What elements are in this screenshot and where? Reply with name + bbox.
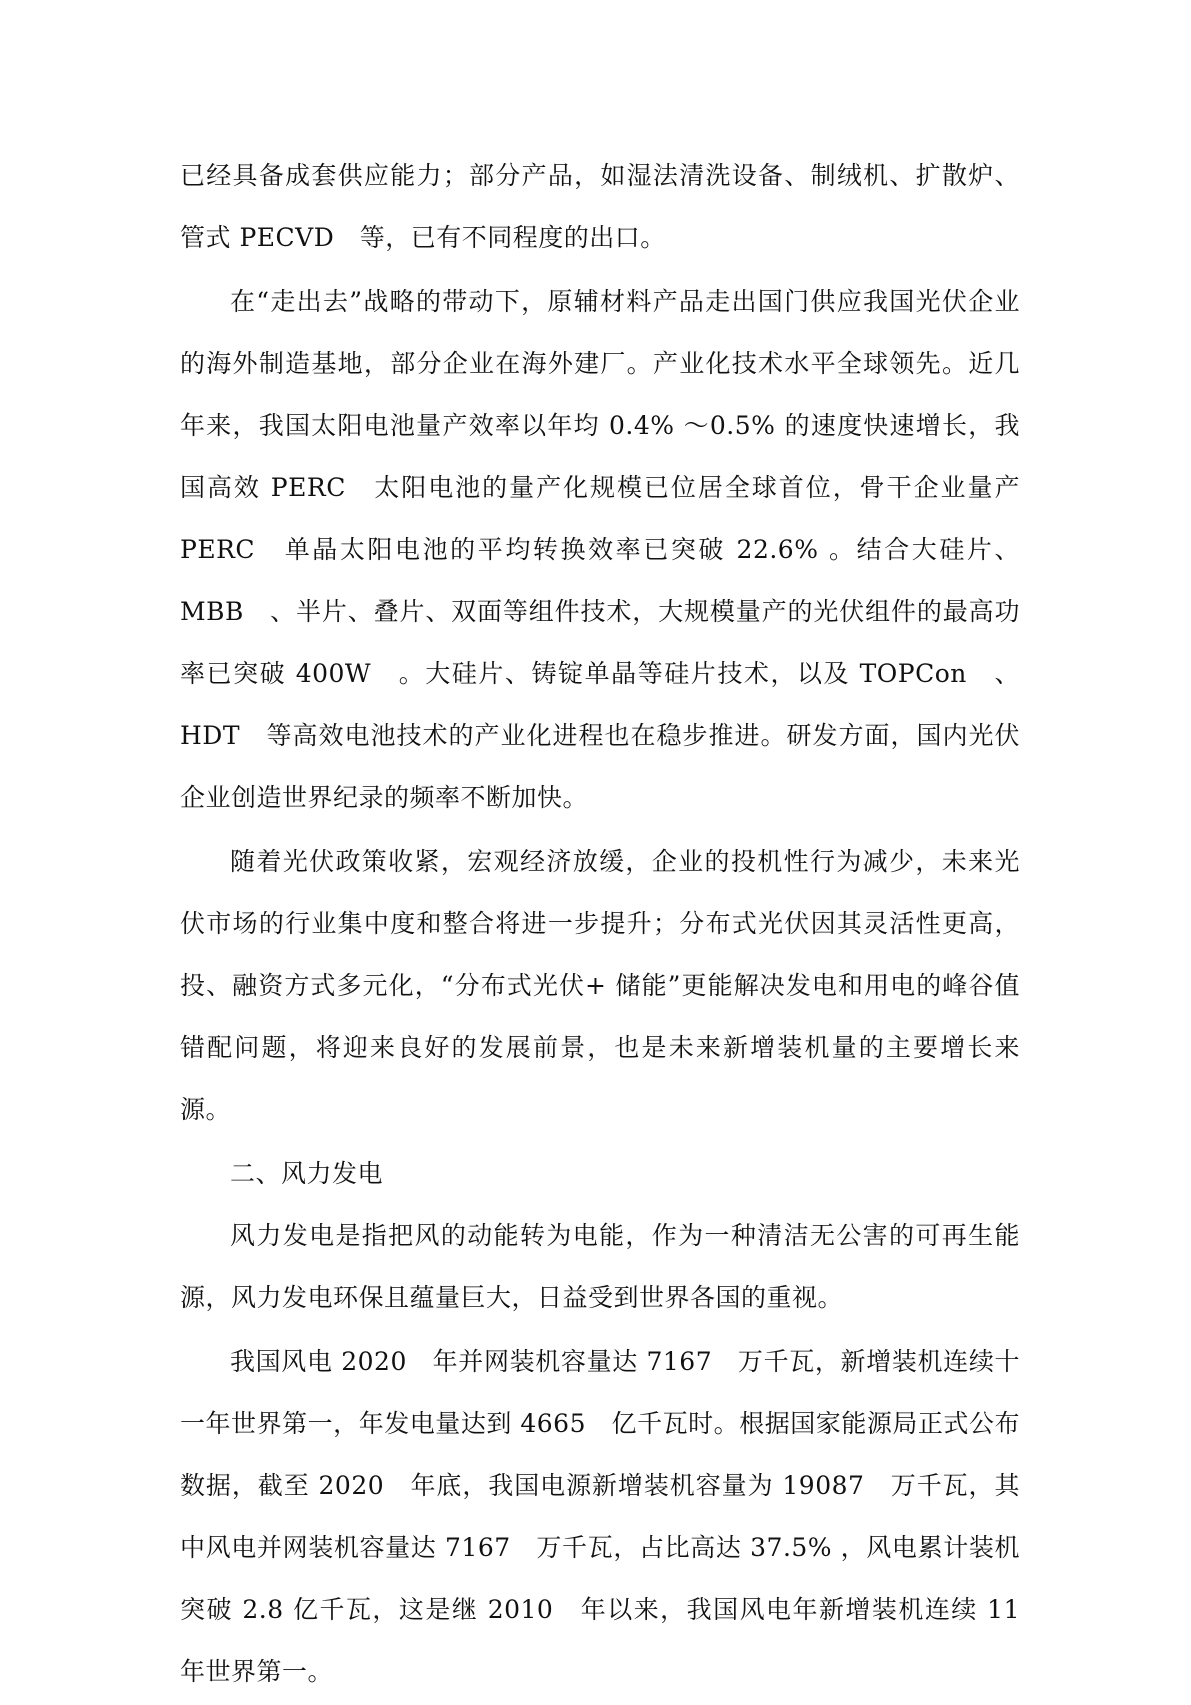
paragraph-continuation: 已经具备成套供应能力；部分产品，如湿法清洗设备、制绒机、扩散炉、管式 PECVD 等，已有不同程度的出口。 — [180, 161, 1020, 252]
body-text — [180, 145, 1020, 1705]
paragraph-wind-statistics: 我国风电 2020 年并网装机容量达 7167 万千瓦，新增装机连续十一年世界第一，年发电量达到 4665 亿千瓦时。根据国家能源局正式公布数据，截至 2020 年底，我国电源新增装机容量为 19087 万千瓦，其中风电并网装机容量达 7167 万千瓦，占比高达 37.5% ，风电累计装机突破 2.8 亿千瓦，这是继 2010 年以来，我国风电年新增装机连续 11 年世界第一。 — [180, 1347, 1020, 1686]
paragraph-wind-definition: 风力发电是指把风的动能转为电能，作为一种清洁无公害的可再生能源，风力发电环保且蕴量巨大，日益受到世界各国的重视。 — [180, 1221, 1020, 1312]
paragraph-market-outlook: 随着光伏政策收紧，宏观经济放缓，企业的投机性行为减少，未来光伏市场的行业集中度和整合将进一步提升；分布式光伏因其灵活性更高，投、融资方式多元化，“分布式光伏+ 储能”更能解决发电和用电的峰谷值错配问题，将迎来良好的发展前景，也是未来新增装机量的主要增长来源。 — [180, 847, 1020, 1124]
paragraph-going-global: 在“走出去”战略的带动下，原辅材料产品走出国门供应我国光伏企业的海外制造基地，部分企业在海外建厂。产业化技术水平全球领先。近几年来，我国太阳电池量产效率以年均 0.4% ～0.5% 的速度快速增长，我国高效 PERC 太阳电池的量产化规模已位居全球首位，骨干企业量产 PERC 单晶太阳电池的平均转换效率已突破 22.6% 。结合大硅片、MBB 、半片、叠片、双面等组件技术，大规模量产的光伏组件的最高功率已突破 400W 。大硅片、铸锭单晶等硅片技术，以及 TOPCon 、HDT 等高效电池技术的产业化进程也在稳步推进。研发方面，国内光伏企业创造世界纪录的频率不断加快。 — [180, 287, 1020, 812]
section-heading-wind-power: 二、风力发电 — [230, 1159, 384, 1188]
